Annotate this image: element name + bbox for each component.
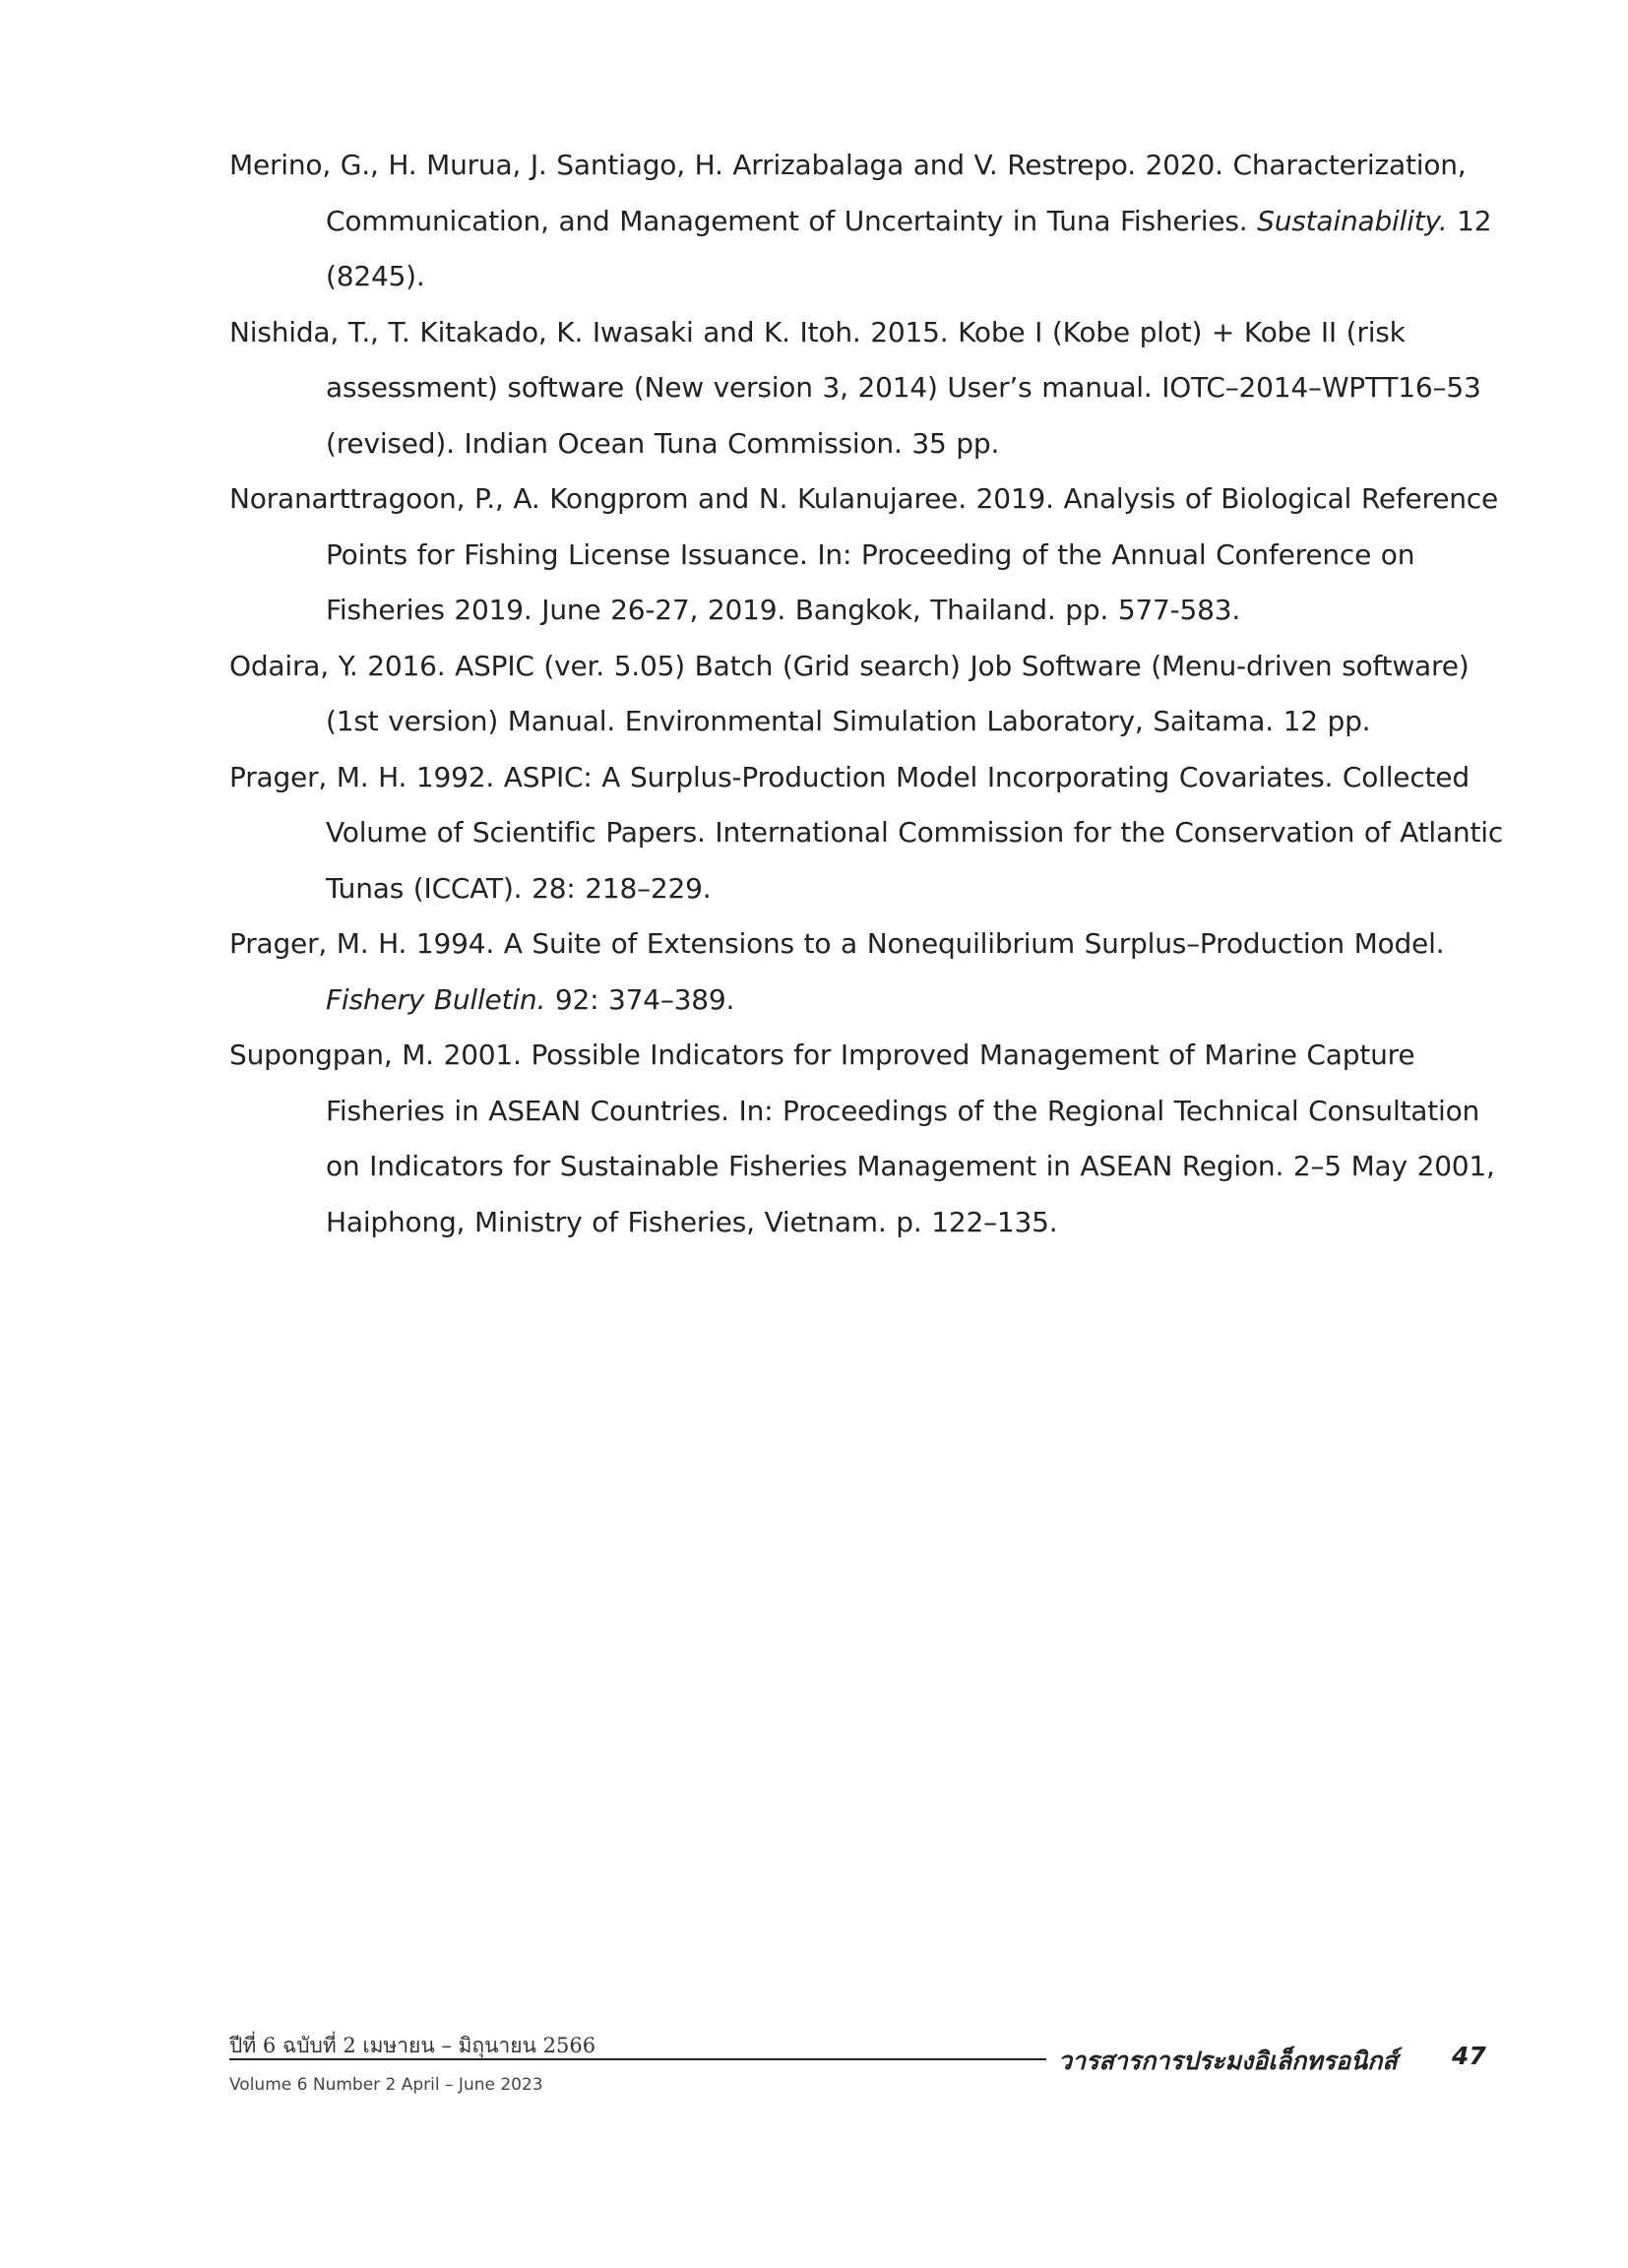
reference-text: Prager, M. H. 1994. A Suite of Extensions to a Nonequilibrium Surplus–Production Model. — [229, 927, 1445, 960]
reference-entry — [229, 138, 1509, 305]
footer-journal-name: วารสารการประมงอิเล็กทรอนิกส์ — [1058, 2047, 1398, 2075]
reference-entry — [229, 1028, 1509, 1250]
reference-journal-italic: Fishery Bulletin. — [326, 982, 546, 1016]
reference-entry — [229, 750, 1509, 917]
footer-english-issue: Volume 6 Number 2 April – June 2023 — [229, 2075, 543, 2095]
footer-divider — [229, 2058, 1046, 2060]
page-footer — [229, 2030, 1489, 2109]
reference-entry — [229, 916, 1509, 1028]
reference-text: Nishida, T., T. Kitakado, K. Iwasaki and K. Itoh. 2015. Kobe I (Kobe plot) + Kobe II (risk assessment) software (New version 3, 2014) User’s manual. IOTC–2014–WPTT16–53 (revised). Indian Ocean Tuna Commission. 35 pp. — [229, 315, 1481, 460]
reference-list — [229, 138, 1509, 1250]
reference-text: Merino, G., H. Murua, J. Santiago, H. Arrizabalaga and V. Restrepo. 2020. Characterization, Communication, and Management of Uncertainty in Tuna Fisheries. — [229, 149, 1467, 237]
reference-text-tail: 12 (8245). — [326, 204, 1492, 292]
reference-text: Prager, M. H. 1992. ASPIC: A Surplus-Production Model Incorporating Covariates. Collected Volume of Scientific Papers. International Commission for the Conservation of Atlantic Tunas (ICCAT). 28: 218–229. — [229, 760, 1504, 905]
reference-entry — [229, 639, 1509, 750]
reference-text: Noranarttragoon, P., A. Kongprom and N. Kulanujaree. 2019. Analysis of Biological Reference Points for Fishing License Issuance. In: Proceeding of the Annual Conference on Fisheries 2019. June 26-27, 2019. Bangkok, Thailand. pp. 577-583. — [229, 482, 1499, 626]
reference-journal-italic: Sustainability. — [1257, 204, 1448, 237]
reference-text: Supongpan, M. 2001. Possible Indicators for Improved Management of Marine Capture Fisheries in ASEAN Countries. In: Proceedings of the Regional Technical Consultation on Indicators for Sustainable Fisheries Management in ASEAN Region. 2–5 May 2001, Haiphong, Ministry of Fisheries, Vietnam. p. 122–135. — [229, 1039, 1495, 1238]
reference-text-tail: 92: 374–389. — [545, 982, 735, 1016]
footer-thai-issue: ปีที่ 6 ฉบับที่ 2 เมษายน – มิถุนายน 2566 — [229, 2034, 596, 2057]
page-number: 47 — [1452, 2042, 1486, 2070]
reference-entry — [229, 472, 1509, 639]
reference-entry — [229, 305, 1509, 472]
reference-text: Odaira, Y. 2016. ASPIC (ver. 5.05) Batch (Grid search) Job Software (Menu-driven software) (1st version) Manual. Environmental Simulation Laboratory, Saitama. 12 pp. — [229, 649, 1470, 737]
